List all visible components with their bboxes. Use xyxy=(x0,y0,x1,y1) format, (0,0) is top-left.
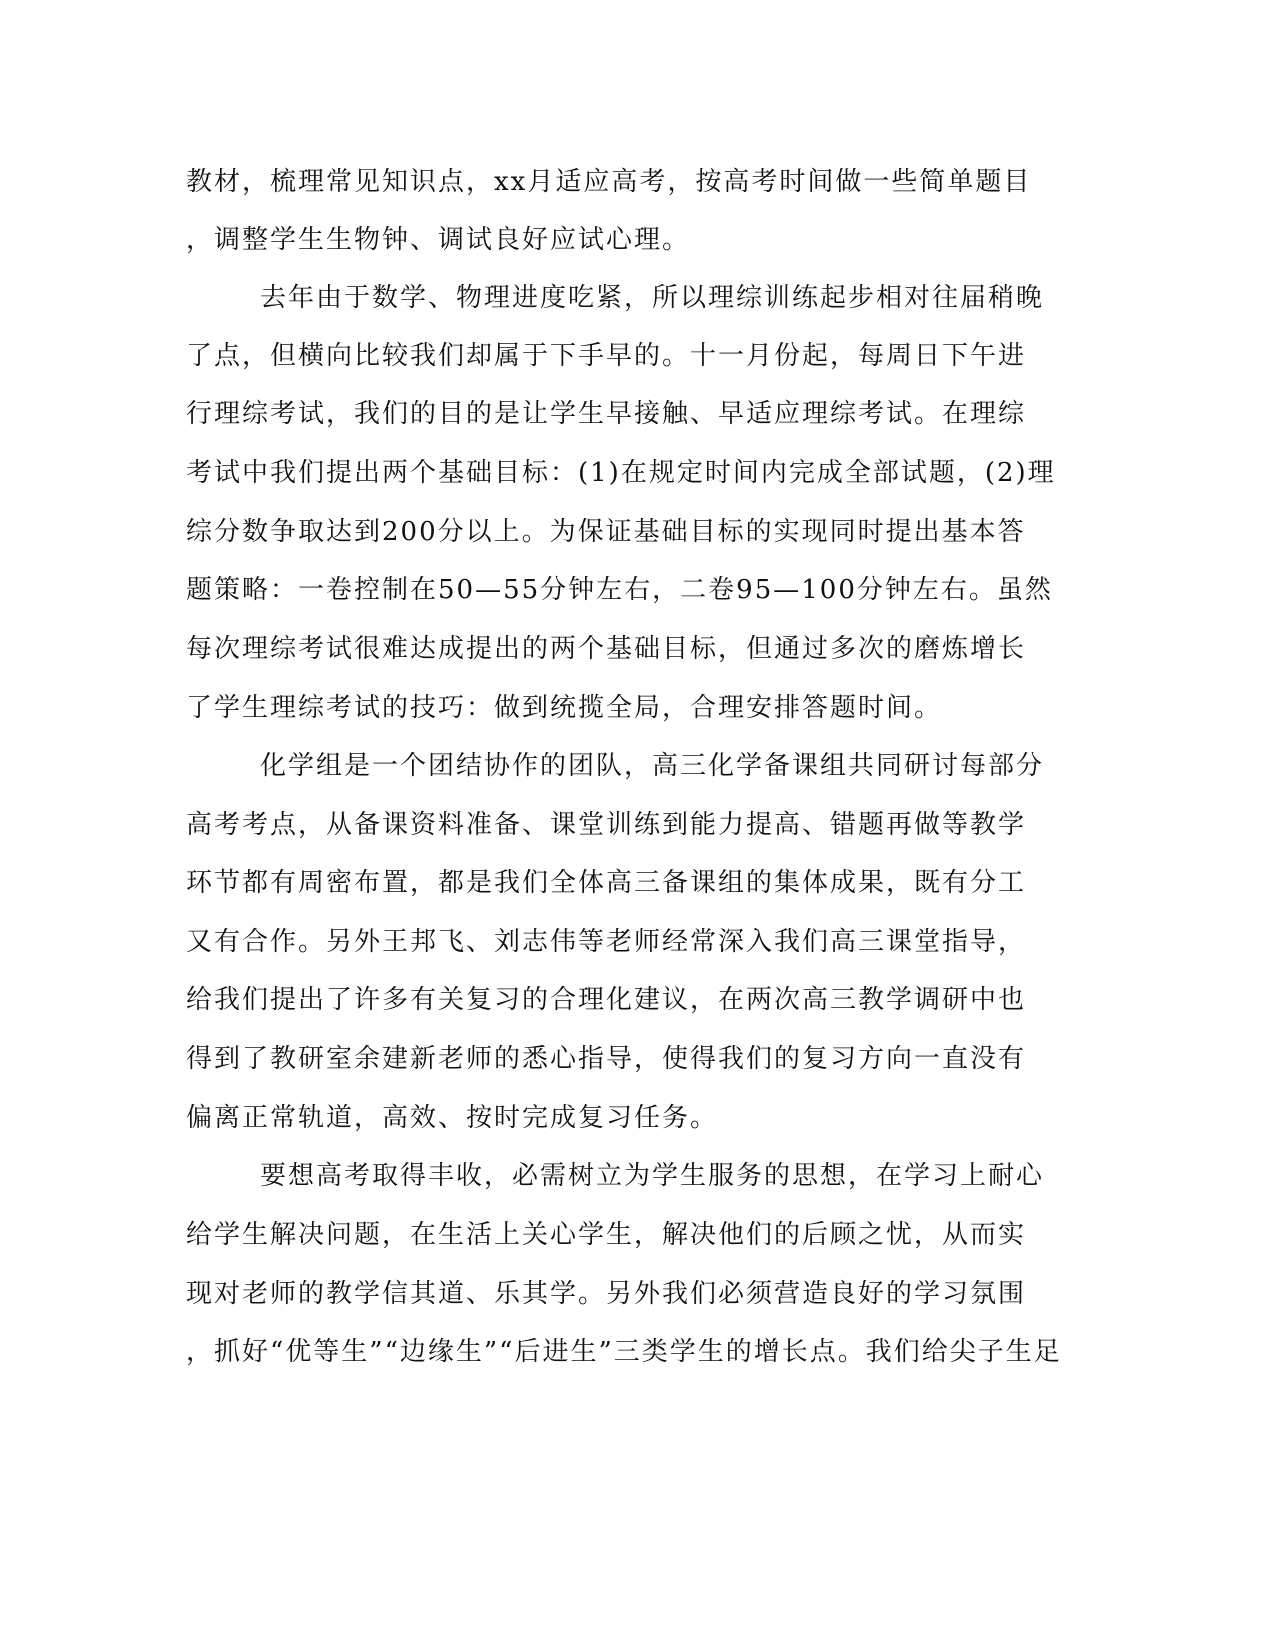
paragraph-line: 环节都有周密布置，都是我们全体高三备课组的集体成果，既有分工 xyxy=(186,868,1027,898)
paragraph-line: 又有合作。另外王邦飞、刘志伟等老师经常深入我们高三课堂指导， xyxy=(186,927,1027,957)
paragraph-line: 每次理综考试很难达成提出的两个基础目标，但通过多次的磨炼增长 xyxy=(186,634,1027,664)
paragraph-line: 了学生理综考试的技巧：做到统揽全局，合理安排答题时间。 xyxy=(186,693,943,723)
paragraph-line: 了点，但横向比较我们却属于下手早的。十一月份起，每周日下午进 xyxy=(186,341,1027,371)
paragraph-line: ，调整学生生物钟、调试良好应试心理。 xyxy=(186,225,691,255)
paragraph-line: 考试中我们提出两个基础目标：(1)在规定时间内完成全部试题，(2)理 xyxy=(186,458,1056,488)
paragraph-line: 偏离正常轨道，高效、按时完成复习任务。 xyxy=(186,1103,719,1133)
paragraph-line: 题策略：一卷控制在50—55分钟左右，二卷95—100分钟左右。虽然 xyxy=(186,575,1053,605)
paragraph-line: 给我们提出了许多有关复习的合理化建议，在两次高三教学调研中也 xyxy=(186,985,1027,1015)
paragraph-first-line: 去年由于数学、物理进度吃紧，所以理综训练起步相对往届稍晚 xyxy=(260,283,1045,313)
paragraph-first-line: 要想高考取得丰收，必需树立为学生服务的思想，在学习上耐心 xyxy=(260,1161,1045,1191)
paragraph-line: 现对老师的教学信其道、乐其学。另外我们必须营造良好的学习氛围 xyxy=(186,1279,1027,1309)
paragraph-line: 行理综考试，我们的目的是让学生早接触、早适应理综考试。在理综 xyxy=(186,399,1027,429)
paragraph-line: 综分数争取达到200分以上。为保证基础目标的实现同时提出基本答 xyxy=(186,517,1026,547)
paragraph-line: ，抓好“优等生”“边缘生”“后进生”三类学生的增长点。我们给尖子生足 xyxy=(186,1337,1062,1367)
paragraph-line: 高考考点，从备课资料准备、课堂训练到能力提高、错题再做等教学 xyxy=(186,810,1027,840)
paragraph-line: 得到了教研室余建新老师的悉心指导，使得我们的复习方向一直没有 xyxy=(186,1044,1027,1074)
paragraph-line: 教材，梳理常见知识点，xx月适应高考，按高考时间做一些简单题目 xyxy=(186,167,1032,197)
paragraph-line: 给学生解决问题，在生活上关心学生，解决他们的后顾之忧，从而实 xyxy=(186,1220,1027,1250)
paragraph-first-line: 化学组是一个团结协作的团队，高三化学备课组共同研讨每部分 xyxy=(260,751,1045,781)
